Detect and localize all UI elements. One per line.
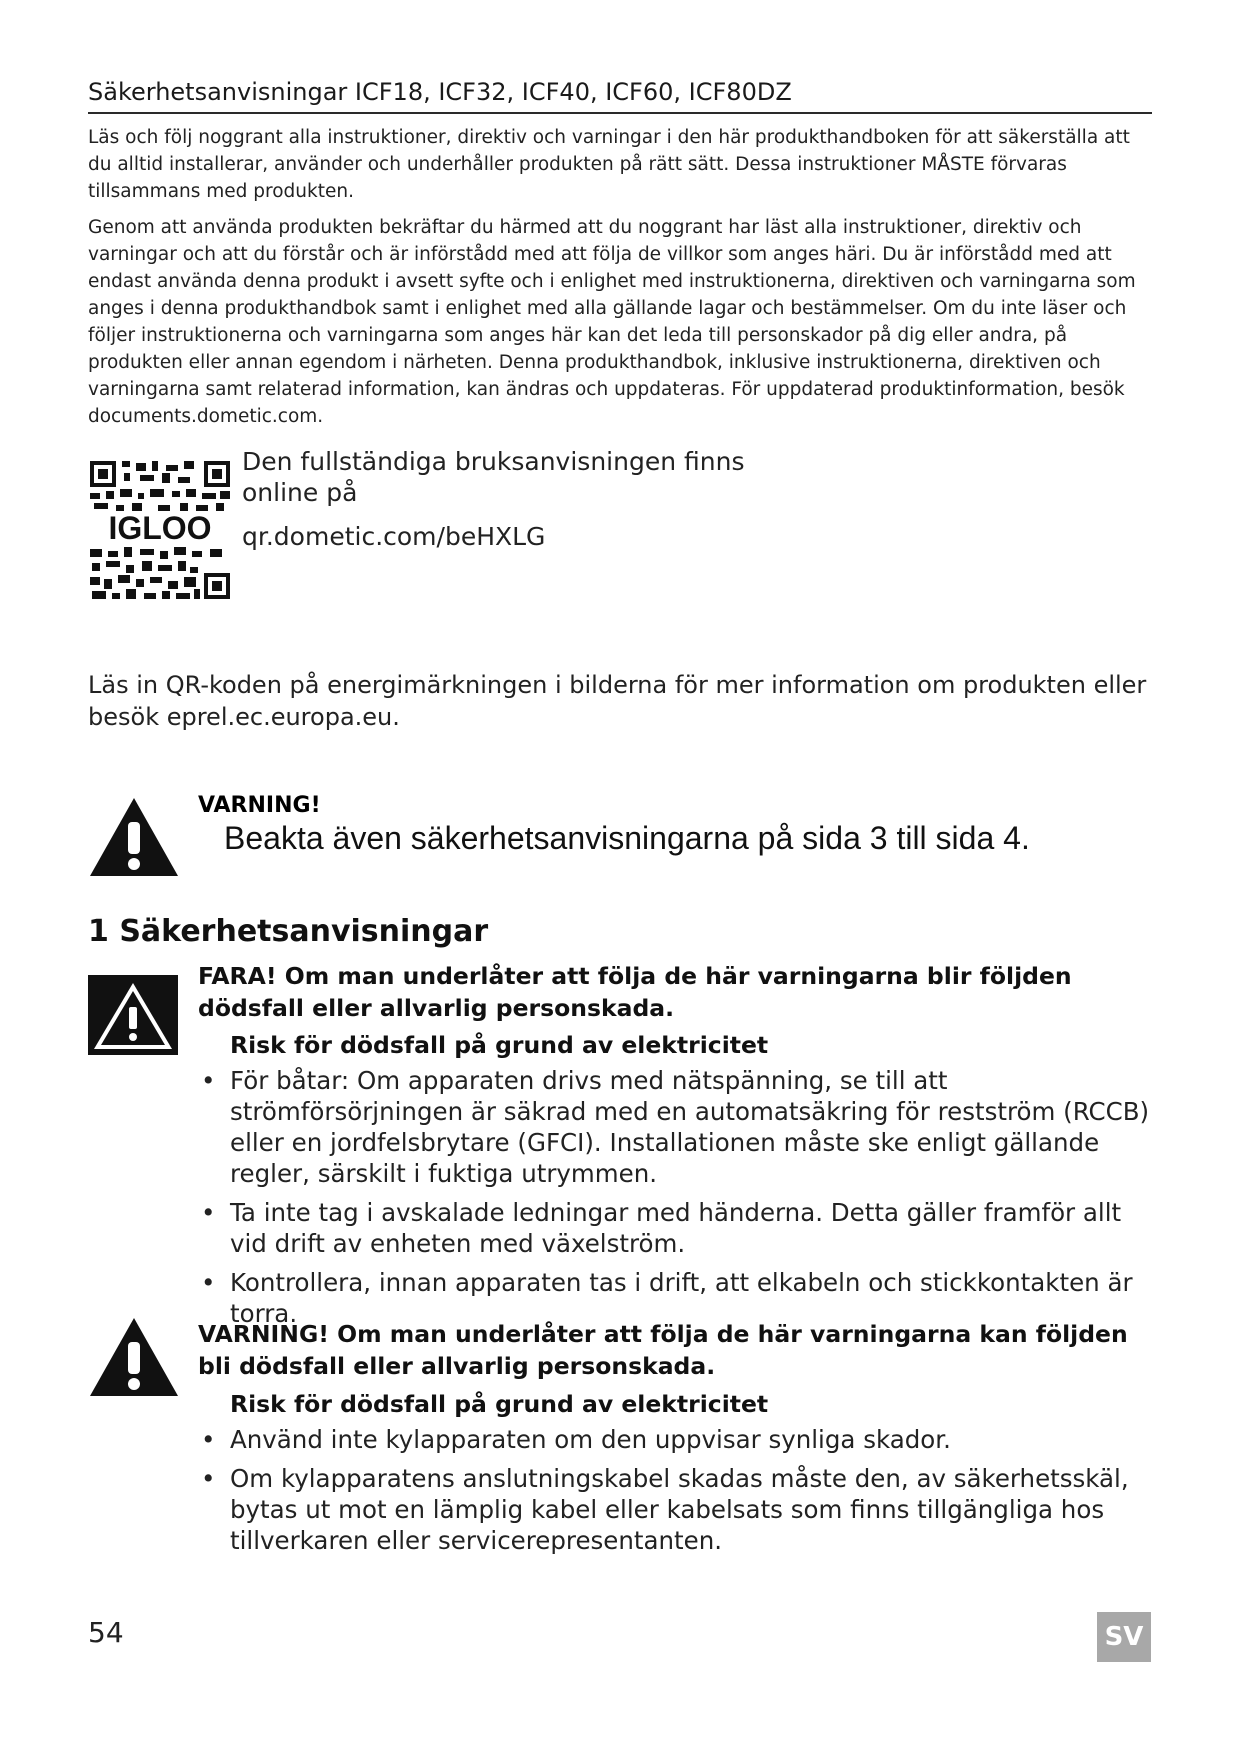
list-item: • Använd inte kylapparaten om den uppvisar synliga skador.: [201, 1425, 951, 1454]
warning-list: [198, 1424, 1158, 1564]
page-header-title: Säkerhetsanvisningar ICF18, ICF32, ICF40, ICF60, ICF80DZ: [88, 78, 792, 106]
section-title: 1 Säkerhetsanvisningar: [88, 914, 489, 949]
list-item: • För båtar: Om apparaten drivs med nätspänning, se till att strömförsörjningen är säkrad med en automatsäkring för restström (RCCB) eller en jordfelsbrytare (GFCI). Installationen måste ske enligt gällande regler, särskilt i fuktiga utrymmen.: [201, 1066, 1150, 1188]
intro-paragraph: Läs och följ noggrant alla instruktioner, direktiv och varningar i den här produkthandboken för att säkerställa att du alltid installerar, använder och underhåller produkten på rätt sätt. Dessa instruktioner MÅSTE förvaras tillsammans med produkten.: [88, 127, 1130, 202]
warning-label: VARNING!: [198, 793, 321, 818]
manual-online-line1: Den fullständiga bruksanvisningen finns: [242, 447, 745, 476]
list-item-text: Om kylapparatens anslutningskabel skadas måste den, av säkerhetsskäl, bytas ut mot en lämplig kabel eller kabelsats som finns tillgängliga hos tillverkaren eller servicerepresentanten.: [230, 1464, 1129, 1555]
list-item-text: Använd inte kylapparaten om den uppvisar synliga skador.: [230, 1425, 951, 1454]
agreement-paragraph: Genom att använda produkten bekräftar du härmed att du noggrant har läst alla instruktioner, direktiv och varningar och att du förstår och är införstådd med att följa de villkor som anges häri. Du är införstådd med att endast använda denna produkt i avsett syfte och i enlighet med instruktionerna, direktiven och varningarna som anges i denna produkthandbok samt i enlighet med alla gällande lagar och bestämmelser. Om du inte läser och följer instruktionerna och varningarna som anges här kan det leda till personskador på dig eller andra, på produkten eller annan egendom i närheten. Denna produkthandbok, inklusive instruktionerna, direktiven och varningarna samt relaterad information, kan ändras och uppdateras. För uppdaterad produktinformation, besök documents.dometic.com.: [88, 217, 1136, 427]
danger-icon: [88, 975, 178, 1055]
warning-subheading: Risk för dödsfall på grund av elektricitet: [230, 1390, 769, 1418]
list-item-text: Ta inte tag i avskalade ledningar med händerna. Detta gäller framför allt vid drift av enheten med växelström.: [230, 1198, 1122, 1258]
energy-label-note: Läs in QR-koden på energimärkningen i bilderna för mer information om produkten eller besök eprel.ec.europa.eu.: [88, 671, 1147, 731]
manual-online-line2: online på: [242, 478, 358, 507]
language-badge: SV: [1097, 1612, 1151, 1662]
warning-triangle-icon: [88, 796, 180, 878]
danger-heading: FARA! Om man underlåter att följa de här varningarna blir följden dödsfall eller allvarlig personskada.: [198, 962, 1072, 1022]
list-item-text: Kontrollera, innan apparaten tas i drift, att elkabeln och stickkontakten är torra.: [230, 1268, 1133, 1328]
qr-logo-text: IGLOO: [108, 510, 212, 546]
list-item: • Ta inte tag i avskalade ledningar med händerna. Detta gäller framför allt vid drift av enheten med växelström.: [201, 1198, 1122, 1258]
warning-reference-text: Beakta även säkerhetsanvisningarna på sida 3 till sida 4.: [224, 820, 1030, 856]
manual-url-link[interactable]: qr.dometic.com/beHXLG: [242, 522, 546, 551]
page-number: 54: [88, 1616, 124, 1649]
header-divider: [88, 112, 1152, 114]
qr-code-image: [88, 459, 232, 601]
warning-heading: VARNING! Om man underlåter att följa de här varningarna kan följden bli dödsfall eller allvarlig personskada.: [198, 1320, 1128, 1380]
list-item: • Kontrollera, innan apparaten tas i drift, att elkabeln och stickkontakten är torra.: [201, 1268, 1133, 1328]
warning-triangle-icon: [88, 1316, 180, 1398]
danger-list: [198, 1065, 1158, 1337]
list-item-text: För båtar: Om apparaten drivs med nätspänning, se till att strömförsörjningen är säkrad med en automatsäkring för restström (RCCB) eller en jordfelsbrytare (GFCI). Installationen måste ske enligt gällande regler, särskilt i fuktiga utrymmen.: [230, 1066, 1150, 1188]
list-item: • Om kylapparatens anslutningskabel skadas måste den, av säkerhetsskäl, bytas ut mot en lämplig kabel eller kabelsats som finns tillgängliga hos tillverkaren eller servicerepresentanten.: [201, 1464, 1129, 1555]
danger-subheading: Risk för dödsfall på grund av elektricitet: [230, 1031, 769, 1059]
